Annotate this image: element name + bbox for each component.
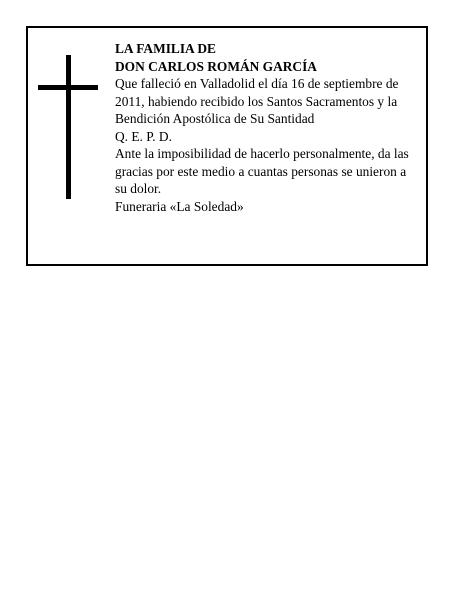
heading-family: LA FAMILIA DE: [115, 41, 216, 56]
heading-deceased-name: DON CARLOS ROMÁN GARCÍA: [115, 58, 317, 74]
latin-cross-icon: [38, 55, 98, 199]
cross-vertical-bar: [66, 55, 71, 199]
rip-text: Q. E. P. D.: [115, 128, 172, 144]
announcement-text: Que falleció en Valladolid el día 16 de septiembre de 2011, habiendo recibido los Santos Sacramentos y la Bendición Apostólica de Su Santidad: [115, 76, 399, 126]
thanks-text: Ante la imposibilidad de hacerlo personalmente, da las gracias por este medio a cuantas personas se unieron a su dolor.: [115, 146, 409, 196]
funeral-home-text: Funeraria «La Soledad»: [115, 198, 244, 214]
cross-horizontal-bar: [38, 85, 98, 90]
notice-text: [115, 40, 417, 215]
obituary-notice: [26, 26, 428, 266]
